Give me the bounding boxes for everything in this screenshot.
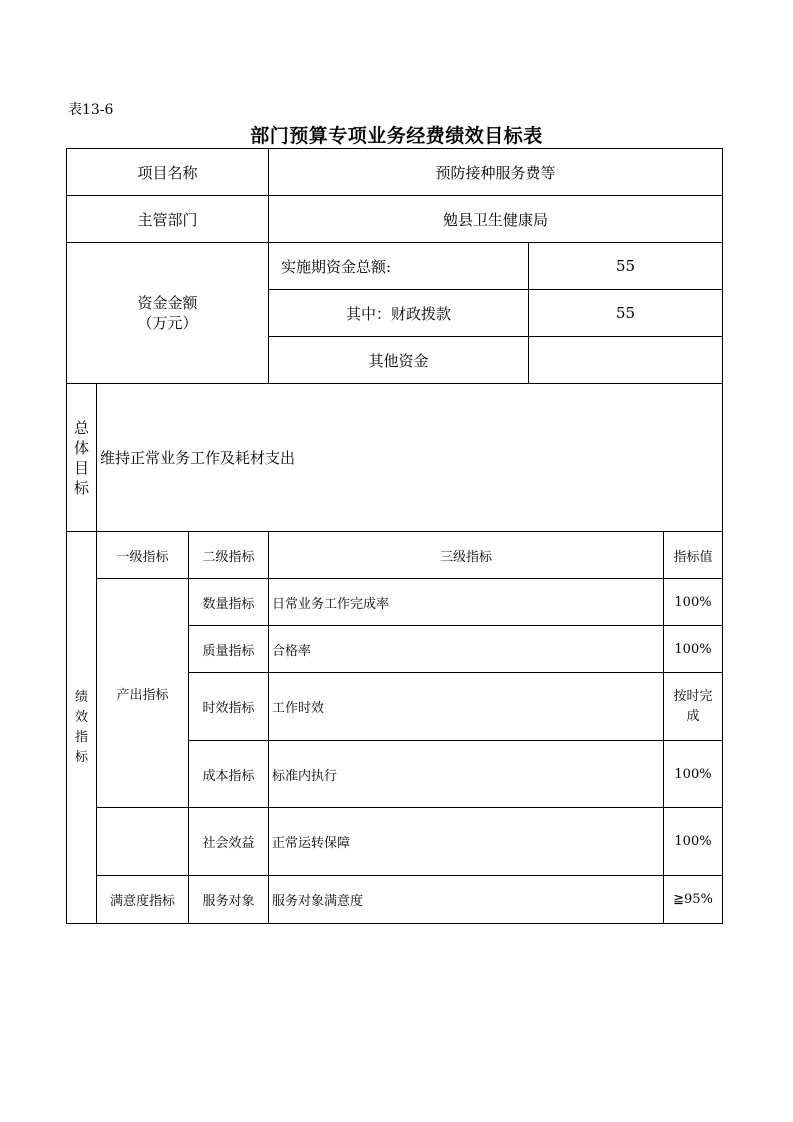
satisfaction-level3: 服务对象满意度	[272, 894, 364, 909]
total-funds-value: 55	[615, 257, 636, 275]
table-row-value: 100%	[674, 594, 712, 610]
page-title: 部门预算专项业务经费绩效目标表	[250, 125, 543, 147]
header-value: 指标值	[673, 549, 713, 565]
other-funds-label: 其他资金	[368, 351, 429, 370]
overall-label-char: 体	[73, 438, 89, 457]
funds-label-line2: （万元）	[137, 314, 198, 332]
overall-label-char: 目	[73, 458, 89, 477]
overall-label-char: 标	[73, 478, 89, 497]
other-funds-value	[529, 337, 722, 383]
value-line: 按时完	[673, 688, 713, 704]
header-level3: 三级指标	[439, 549, 492, 565]
table-row-level3: 正常运转保障	[272, 836, 351, 851]
table-row-level3: 日常业务工作完成率	[272, 596, 390, 612]
table-row-level2: 时效指标	[202, 701, 255, 716]
satisfaction-level2: 服务对象	[202, 894, 255, 909]
table-row-value: 100%	[674, 641, 712, 657]
table-row-value: 100%	[674, 766, 712, 782]
performance-label-char: 绩	[74, 689, 88, 705]
header-level1: 一级指标	[116, 549, 169, 565]
table-row-level3: 合格率	[272, 643, 312, 659]
table-row-value	[664, 673, 722, 740]
table-row-level2: 质量指标	[202, 643, 255, 659]
project-name-value: 预防接种服务费等	[435, 163, 556, 182]
value-line: 成	[686, 708, 700, 724]
table-row-level3: 工作时效	[272, 701, 325, 716]
performance-label-char: 效	[74, 709, 88, 725]
table-row-level2: 数量指标	[202, 596, 255, 612]
department-label: 主管部门	[137, 210, 198, 229]
table-row-level2: 成本指标	[202, 768, 255, 784]
funds-label	[67, 243, 268, 383]
satisfaction-level1: 满意度指标	[109, 894, 175, 909]
overall-objective-text: 维持正常业务工作及耗材支出	[100, 449, 296, 467]
fiscal-funds-label: 其中：财政拨款	[345, 304, 451, 323]
fiscal-funds-value: 55	[615, 304, 636, 322]
table-row-value: 100%	[674, 834, 712, 849]
header-level2: 二级指标	[202, 549, 255, 565]
performance-label-char: 指	[74, 729, 88, 745]
overall-label-char: 总	[73, 418, 89, 437]
department-value: 勉县卫生健康局	[442, 210, 548, 229]
overall-objective-label	[67, 384, 96, 531]
table-row-level3: 标准内执行	[272, 768, 338, 784]
satisfaction-value: ≧95%	[673, 892, 713, 907]
table-row-level2: 社会效益	[202, 836, 255, 851]
output-indicators-label: 产出指标	[116, 687, 169, 703]
performance-label-char: 标	[74, 749, 88, 765]
table-number: 表13-6	[68, 102, 114, 118]
project-name-label: 项目名称	[137, 163, 198, 182]
total-funds-label: 实施期资金总额:	[281, 257, 392, 276]
performance-indicators-label	[67, 532, 96, 923]
funds-label-line1: 资金金额	[137, 294, 198, 312]
